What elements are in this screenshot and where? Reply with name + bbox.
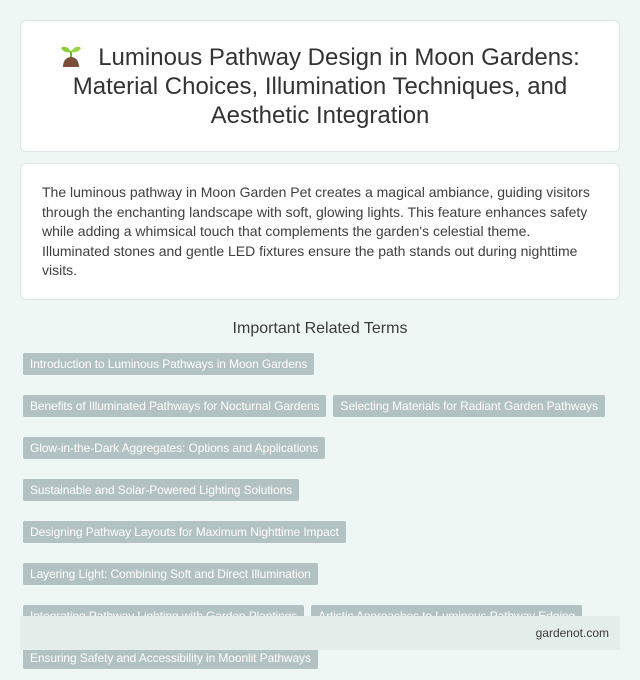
related-term-tag[interactable]: Sustainable and Solar-Powered Lighting Solutions <box>23 479 299 501</box>
related-term-tag[interactable]: Glow-in-the-Dark Aggregates: Options and Applications <box>23 437 325 459</box>
related-term-tag[interactable]: Ensuring Safety and Accessibility in Moonlit Pathways <box>23 647 318 669</box>
page-title <box>51 43 589 130</box>
related-term-tag[interactable]: Introduction to Luminous Pathways in Moon Gardens <box>23 353 314 375</box>
related-terms-heading: Important Related Terms <box>232 320 408 337</box>
page-title-text: Luminous Pathway Design in Moon Gardens: Material Choices, Illumination Techniques, and Aesthetic Integration <box>72 44 580 129</box>
sprout-icon <box>60 43 82 67</box>
footer-site-link[interactable]: gardenot.com <box>535 626 609 640</box>
related-term-tag[interactable]: Benefits of Illuminated Pathways for Nocturnal Gardens <box>23 395 326 417</box>
related-term-tag[interactable]: Layering Light: Combining Soft and Direct Illumination <box>23 563 318 585</box>
title-card <box>20 20 620 152</box>
related-term-tag[interactable]: Selecting Materials for Radiant Garden Pathways <box>333 395 604 417</box>
description-card <box>20 163 620 300</box>
description-text: The luminous pathway in Moon Garden Pet creates a magical ambiance, guiding visitors through the enchanting landscape with soft, glowing lights. This feature enhances safety while adding a whimsical touch that complements the garden's celestial theme. Illuminated stones and gentle LED fixtures ensure the path stands out during nighttime visits. <box>42 184 590 278</box>
footer <box>20 616 620 650</box>
related-term-tag[interactable]: Designing Pathway Layouts for Maximum Nighttime Impact <box>23 521 346 543</box>
